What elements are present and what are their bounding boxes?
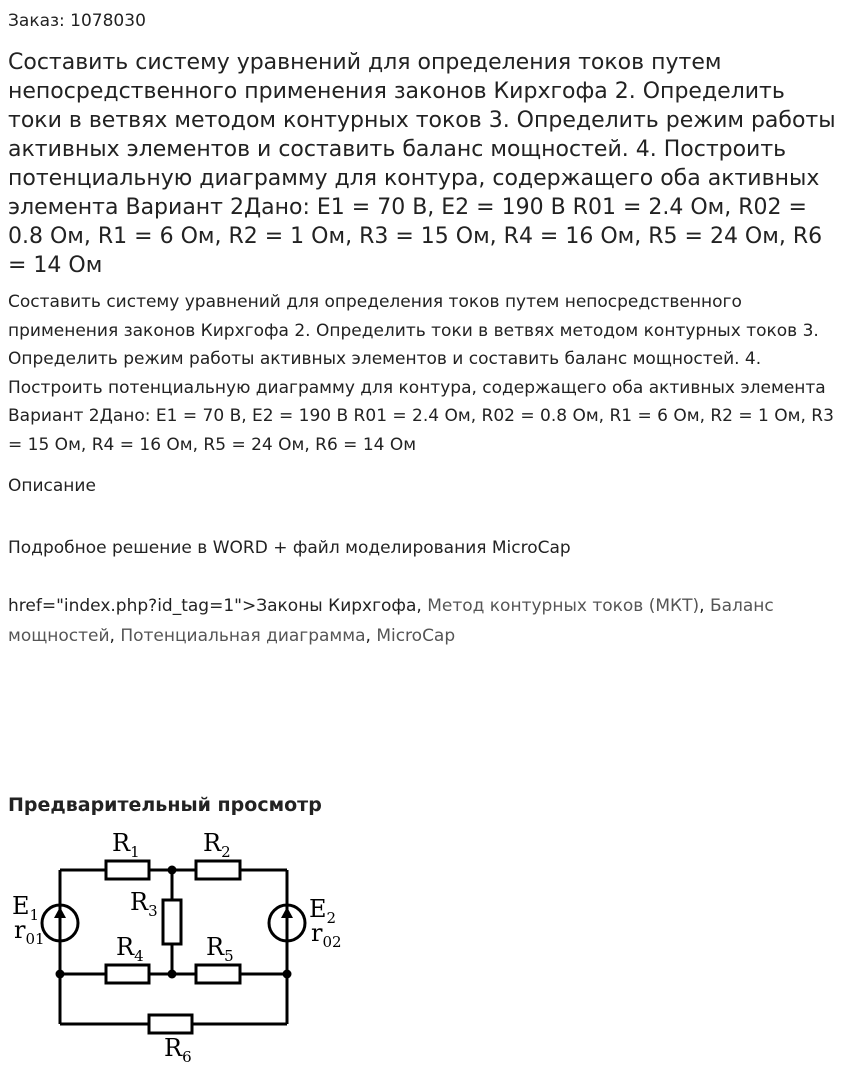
label-r02: $r_{02}$ xyxy=(311,919,342,951)
label-r6: $R_6$ xyxy=(164,1034,192,1066)
resistor-r3 xyxy=(163,900,181,944)
tag-separator: , xyxy=(365,626,377,646)
node-left xyxy=(56,970,65,979)
tag-link-microcap[interactable]: MicroCap xyxy=(376,626,456,646)
preview-heading: Предварительный просмотр xyxy=(8,794,322,816)
label-r1: $R_1$ xyxy=(112,829,140,861)
label-e2: $E_2$ xyxy=(309,895,337,927)
node-right xyxy=(283,970,292,979)
label-e1: $E_1$ xyxy=(12,892,40,924)
page-title: Составить систему уравнений для определения токов путем непосредственного применения законов Кирхгофа 2. Определить токи в ветвях методом контурных токов 3. Определить режим работы активных элементов и составить баланс мощностей. 4. Построить потенциальную диаграмму для контура, содержащего оба активных элемента Вариант 2Дано: E1 = 70 В, E2 = 190 В R01 = 2.4 Ом, R02 = 0.8 Ом, R1 = 6 Ом, R2 = 1 Ом, R3 = 15 Ом, R4 = 16 Ом, R5 = 24 Ом, R6 = 14 Ом xyxy=(8,50,836,278)
tag-list xyxy=(8,591,844,651)
tag-link-potential-diagram[interactable]: Потенциальная диаграмма xyxy=(120,626,366,646)
resistor-r5 xyxy=(196,965,240,983)
tag-separator: , xyxy=(416,596,428,616)
resistor-r4 xyxy=(106,965,149,983)
label-r5: $R_5$ xyxy=(206,933,234,965)
tag-prefix: href="index.php?id_tag=1"> xyxy=(8,596,257,616)
tag-separator: , xyxy=(699,596,710,616)
order-number: Заказ: 1078030 xyxy=(8,11,146,31)
solution-note: Подробное решение в WORD + файл моделирования MicroCap xyxy=(8,538,571,558)
tag-link-mesh-current[interactable]: Метод контурных токов (МКТ) xyxy=(427,596,700,616)
resistor-r2 xyxy=(196,861,240,879)
label-r4: $R_4$ xyxy=(116,933,144,965)
tag-separator: , xyxy=(109,626,121,646)
resistor-r1 xyxy=(106,861,149,879)
resistor-r6 xyxy=(149,1015,192,1033)
tag-link-power-balance[interactable]: Баланс мощностей xyxy=(8,596,774,646)
description-heading: Описание xyxy=(8,476,96,496)
circuit-wires xyxy=(60,870,287,1024)
source-e2 xyxy=(269,905,305,941)
circuit-diagram xyxy=(0,820,360,1070)
label-r2: $R_2$ xyxy=(203,829,231,861)
node-middle xyxy=(168,970,177,979)
label-r3: $R_3$ xyxy=(130,888,158,920)
source-e1 xyxy=(42,905,78,941)
label-r01: $r_{01}$ xyxy=(14,916,45,948)
task-description: Составить систему уравнений для определения токов путем непосредственного применения законов Кирхгофа 2. Определить токи в ветвях методом контурных токов 3. Определить режим работы активных элементов и составить баланс мощностей. 4. Построить потенциальную диаграмму для контура, содержащего оба активных элемента Вариант 2Дано: E1 = 70 В, E2 = 190 В R01 = 2.4 Ом, R02 = 0.8 Ом, R1 = 6 Ом, R2 = 1 Ом, R3 = 15 Ом, R4 = 16 Ом, R5 = 24 Ом, R6 = 14 Ом xyxy=(8,292,834,455)
tag-link-kirchhoff[interactable]: Законы Кирхгофа xyxy=(256,596,417,616)
node-top xyxy=(168,866,177,875)
